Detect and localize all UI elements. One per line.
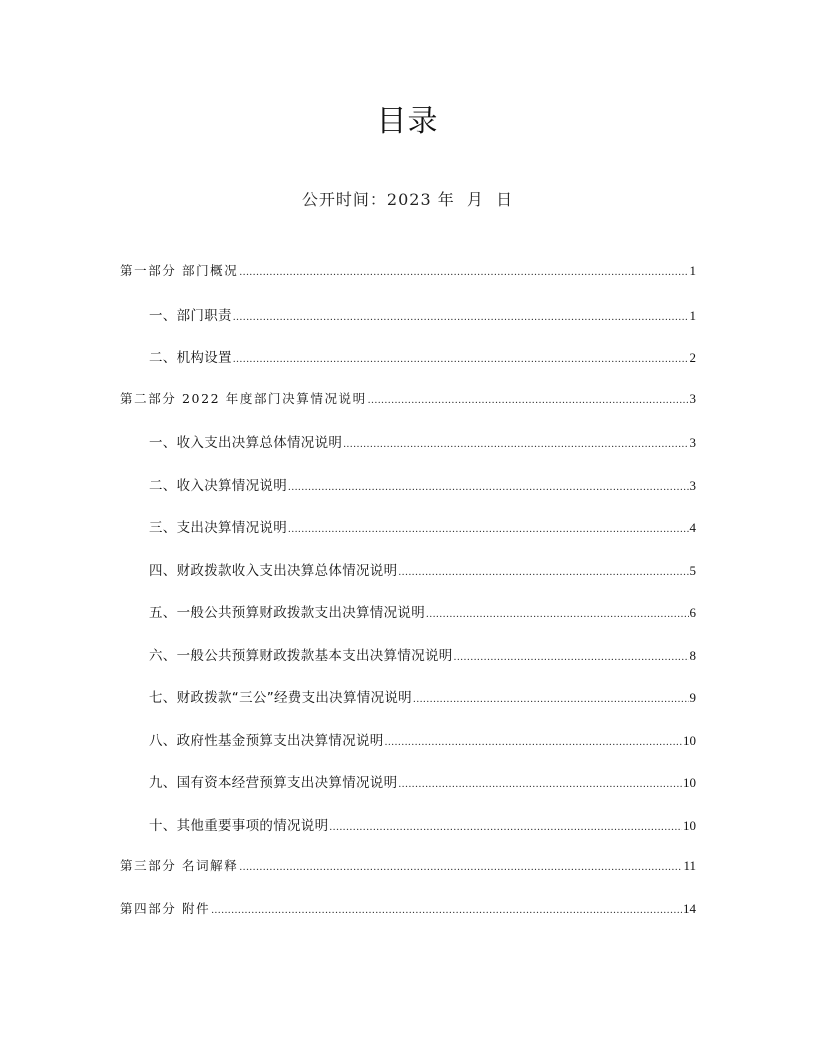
toc-entry-page: 1 bbox=[689, 308, 696, 323]
toc-entry-page: 14 bbox=[683, 901, 696, 916]
toc-entry-page: 10 bbox=[683, 775, 696, 790]
dot-leader bbox=[233, 353, 689, 365]
toc-entry-label: 六、一般公共预算财政拨款基本支出决算情况说明 bbox=[149, 648, 453, 664]
toc-entry-label: 十、其他重要事项的情况说明 bbox=[149, 818, 329, 834]
dot-leader bbox=[343, 438, 688, 450]
dot-leader bbox=[368, 394, 689, 406]
dot-leader bbox=[426, 608, 689, 620]
toc-entry-label: 第四部分 附件 bbox=[120, 901, 211, 916]
toc-entry-label: 八、政府性基金预算支出决算情况说明 bbox=[149, 733, 384, 749]
dot-leader bbox=[239, 861, 682, 873]
toc-entry-label: 第一部分 部门概况 bbox=[120, 263, 239, 278]
toc-entry-part-1[interactable] bbox=[120, 261, 696, 281]
toc-entry-2-2[interactable] bbox=[149, 474, 696, 494]
toc-entry-label: 二、收入决算情况说明 bbox=[149, 478, 287, 494]
toc-entry-2-7[interactable] bbox=[149, 686, 696, 706]
toc-entry-page: 1 bbox=[689, 263, 696, 278]
toc-entry-page: 11 bbox=[683, 858, 696, 873]
toc-entry-label: 第三部分 名词解释 bbox=[120, 858, 239, 873]
dot-leader bbox=[211, 904, 682, 916]
toc-entry-2-6[interactable] bbox=[149, 644, 696, 664]
toc-entry-label: 四、财政拨款收入支出决算总体情况说明 bbox=[149, 563, 398, 579]
dot-leader bbox=[398, 566, 688, 578]
dot-leader bbox=[288, 523, 689, 535]
toc-entry-label: 二、机构设置 bbox=[149, 350, 232, 366]
toc-entry-label: 第二部分 2022 年度部门决算情况说明 bbox=[120, 391, 367, 406]
toc-entry-page: 6 bbox=[689, 605, 696, 620]
toc-entry-2-8[interactable] bbox=[149, 729, 696, 749]
toc-entry-2-3[interactable] bbox=[149, 516, 696, 536]
dot-leader bbox=[233, 311, 689, 323]
toc-entry-page: 4 bbox=[689, 520, 696, 535]
toc-entry-page: 10 bbox=[683, 733, 696, 748]
toc-entry-part-2[interactable] bbox=[120, 389, 696, 409]
toc-entry-label: 一、收入支出决算总体情况说明 bbox=[149, 435, 343, 451]
toc-entry-label: 三、支出决算情况说明 bbox=[149, 520, 287, 536]
toc-entry-label: 一、部门职责 bbox=[149, 308, 232, 324]
toc-entry-1-2[interactable] bbox=[149, 346, 696, 366]
toc-entry-page: 10 bbox=[683, 818, 696, 833]
dot-leader bbox=[454, 651, 689, 663]
toc-entry-page: 8 bbox=[689, 648, 696, 663]
dot-leader bbox=[288, 481, 689, 493]
toc-entry-page: 3 bbox=[689, 435, 696, 450]
toc-entry-page: 5 bbox=[689, 563, 696, 578]
toc-entry-2-4[interactable] bbox=[149, 559, 696, 579]
toc-entry-part-3[interactable] bbox=[120, 856, 696, 876]
dot-leader bbox=[398, 778, 682, 790]
dot-leader bbox=[413, 693, 689, 705]
toc-entry-label: 五、一般公共预算财政拨款支出决算情况说明 bbox=[149, 605, 425, 621]
page-title: 目录 bbox=[376, 104, 439, 139]
toc-entry-label: 九、国有资本经营预算支出决算情况说明 bbox=[149, 775, 398, 791]
toc-entry-2-1[interactable] bbox=[149, 431, 696, 451]
toc-entry-page: 9 bbox=[689, 690, 696, 705]
toc-entry-part-4[interactable] bbox=[120, 899, 696, 919]
toc-entry-2-5[interactable] bbox=[149, 601, 696, 621]
toc-entry-page: 3 bbox=[689, 391, 696, 406]
toc-entry-page: 2 bbox=[689, 350, 696, 365]
toc-entry-2-9[interactable] bbox=[149, 771, 696, 791]
dot-leader bbox=[329, 821, 682, 833]
toc-entry-2-10[interactable] bbox=[149, 814, 696, 834]
publish-date: 公开时间：2023 年 月 日 bbox=[301, 190, 514, 209]
dot-leader bbox=[385, 736, 682, 748]
toc-entry-page: 3 bbox=[689, 478, 696, 493]
toc-entry-1-1[interactable] bbox=[149, 304, 696, 324]
toc-entry-label: 七、财政拨款“三公”经费支出决算情况说明 bbox=[149, 690, 412, 706]
dot-leader bbox=[239, 266, 688, 278]
